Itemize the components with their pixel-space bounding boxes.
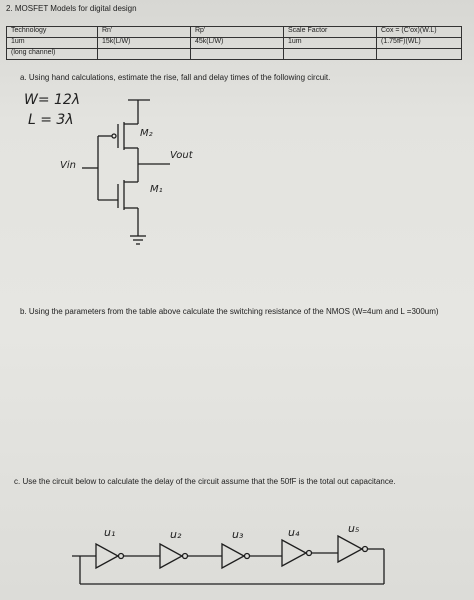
question-title: 2. MOSFET Models for digital design bbox=[6, 4, 137, 13]
inverter-u2 bbox=[160, 544, 182, 568]
inverter-label-u5: u₅ bbox=[348, 522, 360, 535]
table-cell: 1um bbox=[284, 38, 377, 49]
table-cell: 45k(L/W) bbox=[191, 38, 284, 49]
inverter-u4 bbox=[282, 540, 306, 566]
inverter-label-u1: u₁ bbox=[104, 526, 116, 539]
table-cell: 1um bbox=[7, 38, 98, 49]
table-cell: 15k(L/W) bbox=[98, 38, 191, 49]
inverter-label-u2: u₂ bbox=[170, 528, 182, 541]
part-b-text: b. Using the parameters from the table above calculate the switching resistance of the NMOS (W=4um and L =300um) bbox=[20, 307, 439, 316]
width-annotation: W= 12λ bbox=[24, 92, 81, 108]
header-cox: Cox = (C'ox)(W.L) bbox=[377, 27, 462, 38]
part-c-text: c. Use the circuit below to calculate the delay of the circuit assume that the 50fF is the total out capacitance. bbox=[14, 477, 396, 486]
m1-label: M₁ bbox=[150, 184, 163, 195]
inverter-u3 bbox=[222, 544, 244, 568]
table-cell: (1.75fF)(WL) bbox=[377, 38, 462, 49]
m2-label: M₂ bbox=[140, 128, 153, 139]
vout-label: Vout bbox=[170, 150, 193, 161]
table-cell: (long channel) bbox=[7, 49, 98, 60]
inverter-u1 bbox=[96, 544, 118, 568]
header-rn: Rn' bbox=[98, 27, 191, 38]
inverter-label-u3: u₃ bbox=[232, 528, 244, 541]
header-rp: Rp' bbox=[191, 27, 284, 38]
header-technology: Technology bbox=[7, 27, 98, 38]
part-a-text: a. Using hand calculations, estimate the rise, fall and delay times of the following circuit. bbox=[20, 73, 331, 82]
inverter-u5 bbox=[338, 536, 362, 562]
vin-label: Vin bbox=[60, 160, 76, 171]
inverter-label-u4: u₄ bbox=[288, 526, 300, 539]
header-scale-factor: Scale Factor bbox=[284, 27, 377, 38]
length-annotation: L = 3λ bbox=[28, 112, 74, 128]
